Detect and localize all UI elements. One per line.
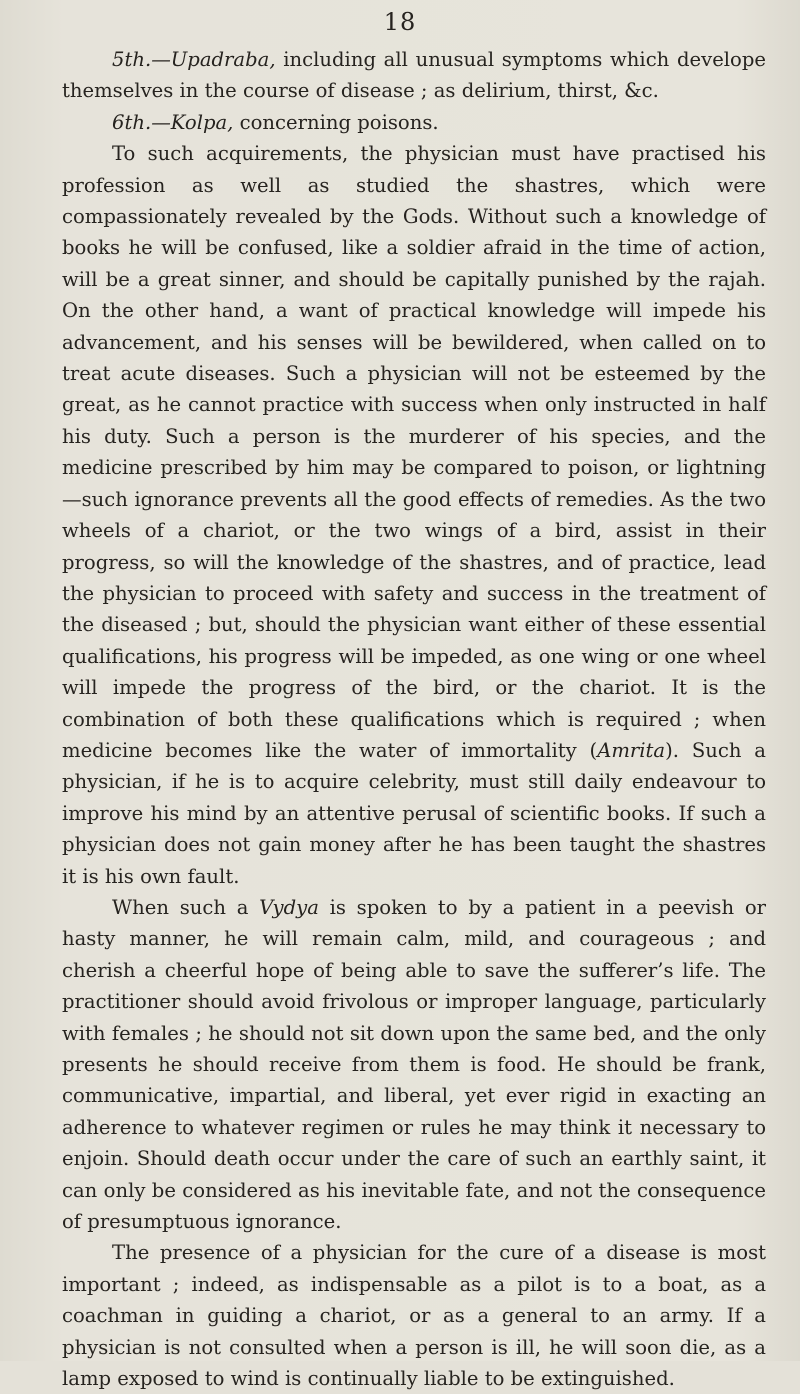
- paragraph-upadraba: [62, 44, 766, 107]
- physician-presence-text: The presence of a physician for the cure of a disease is most important ; indeed, as indispensable as a pilot is to a boat, as a coachman in guiding a chariot, or as a general to an army. If a physician is not consulted when a person is ill, he will soon die, as a lamp exposed to wind is continually liable to be extinguished.: [62, 1241, 766, 1391]
- body-text: [62, 44, 766, 1394]
- upadraba-description: including all unusual symptoms which develope themselves in the course of disease ; as delirium, thirst, &c.: [62, 48, 766, 103]
- amrita-term: Amrita: [597, 738, 666, 762]
- acquirements-text-continued: ). Such a physician, if he is to acquire celebrity, must still daily endeavour to improve his mind by an attentive perusal of scientific books. If such a physician does not gain money after he has been taught the shastres it is his own fault.: [62, 738, 766, 888]
- paragraph-kolpa: [62, 107, 766, 138]
- vydya-term: Vydya: [259, 895, 319, 919]
- page-number: 18: [383, 8, 417, 36]
- vydya-text-start: When such a: [112, 895, 260, 919]
- kolpa-description: concerning poisons.: [233, 110, 439, 134]
- paragraph-vydya-conduct: [62, 892, 766, 1237]
- paragraph-acquirements: [62, 138, 766, 892]
- acquirements-text: To such acquirements, the physician must have practised his profession as well as studied the shastres, which were compassionately revealed by the Gods. Without such a knowledge of books he will be confused, like a soldier afraid in the time of action, will be a great sinner, and should be capitally punished by the rajah. On the other hand, a want of practical knowledge will impede his advancement, and his senses will be bewildered, when called on to treat acute diseases. Such a physician will not be esteemed by the great, as he cannot practice with success when only instructed in half his duty. Such a person is the murderer of his species, and the medicine prescribed by him may be compared to poison, or lightning—such ignorance prevents all the good effects of remedies. As the two wheels of a chariot, or the two wings of a bird, assist in their progress, so will the knowledge of the shastres, and of practice, lead the physician to proceed with safety and success in the treatment of the diseased ; but, should the physician want either of these essential qualifications, his progress will be impeded, as one wing or one wheel will impede the progress of the bird, or the chariot. It is the combination of both these qualifications which is required ; when medicine becomes like the water of immortality (: [62, 142, 766, 762]
- upadraba-heading: 5th.—Upadraba,: [112, 48, 276, 71]
- vydya-text-continued: is spoken to by a patient in a peevish or hasty manner, he will remain calm, mild, and courageous ; and cherish a cheerful hope of being able to save the sufferer’s life. The practitioner should avoid frivolous or improper language, particularly with females ; he should not sit down upon the same bed, and the only presents he should receive from them is food. He should be frank, communicative, impartial, and liberal, yet ever rigid in exacting an adherence to whatever regimen or rules he may think it necessary to enjoin. Should death occur under the care of such an earthly saint, it can only be considered as his inevitable fate, and not the consequence of presumptuous ignorance.: [62, 895, 766, 1234]
- paragraph-physician-presence: [62, 1237, 766, 1394]
- kolpa-heading: 6th.—Kolpa,: [112, 110, 234, 134]
